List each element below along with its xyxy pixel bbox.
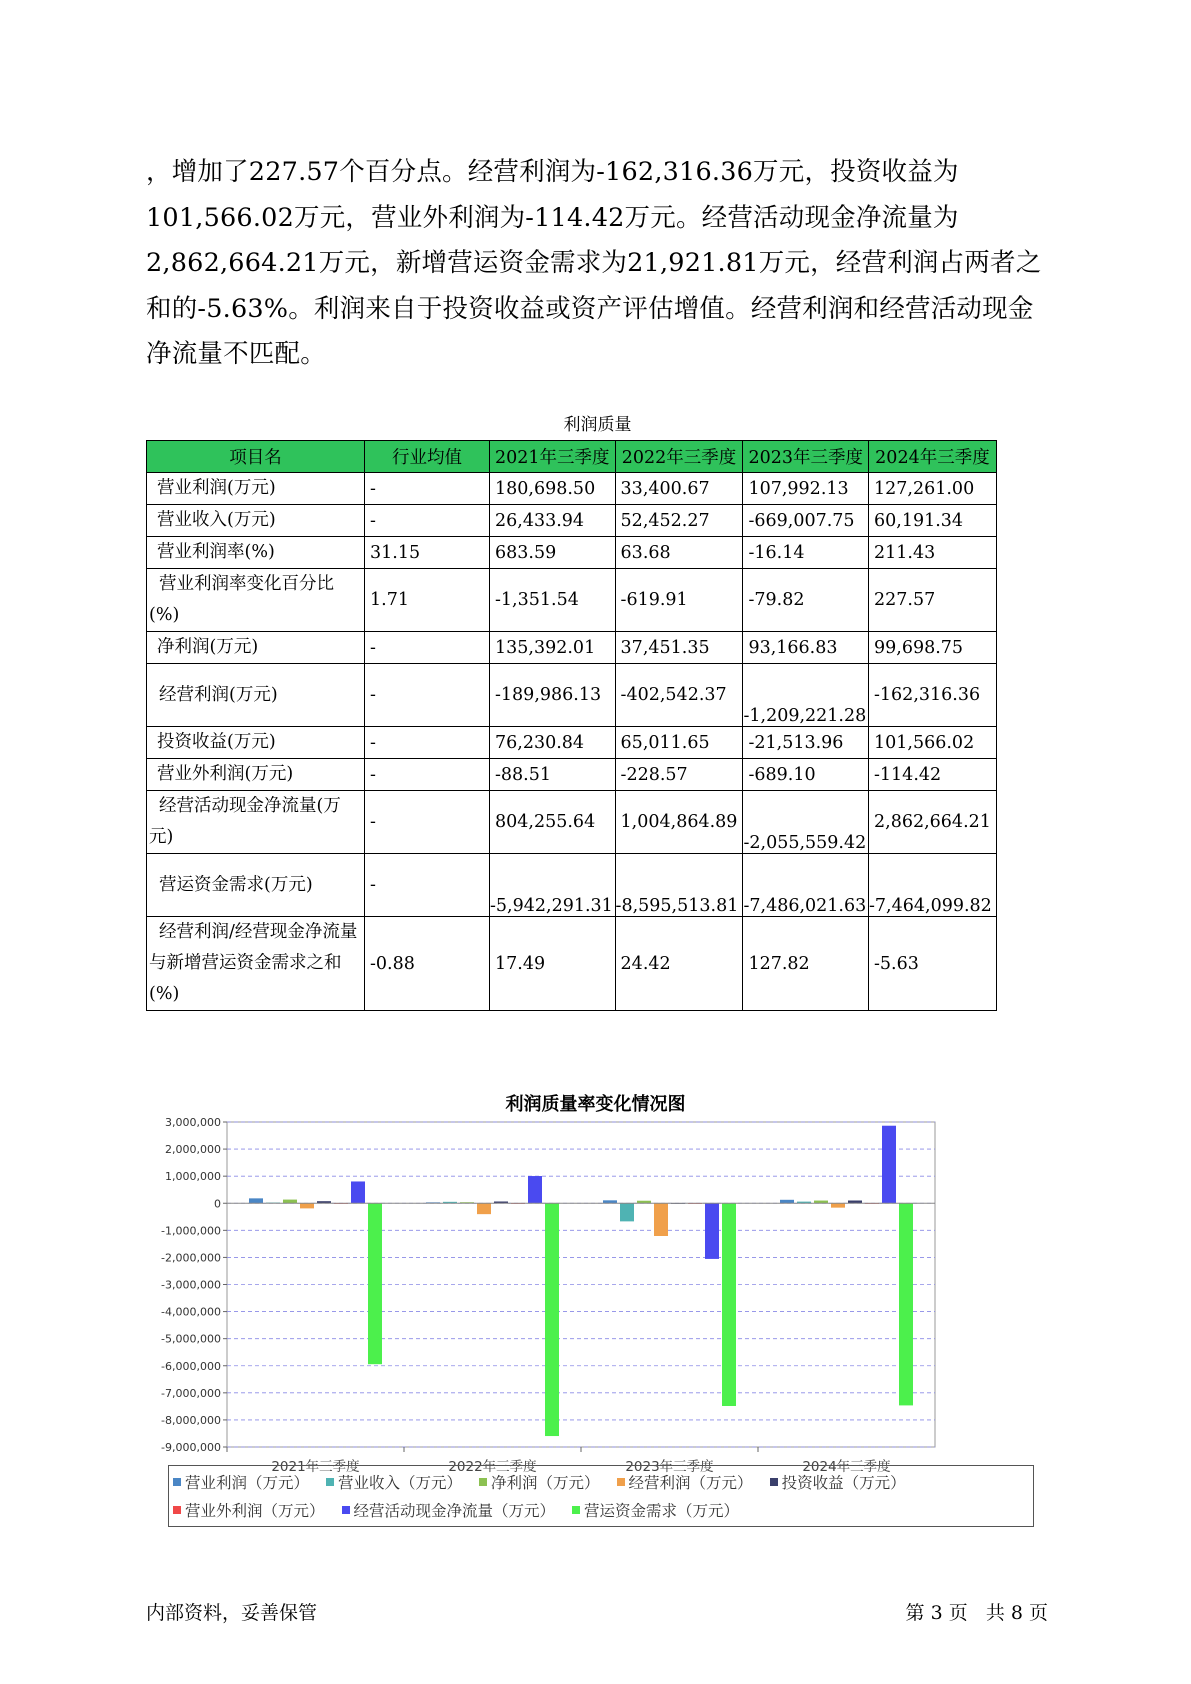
header-industry-avg: 行业均值 [365, 441, 490, 473]
row-name: 经营活动现金净流量(万元) [147, 791, 365, 854]
header-2024q3: 2024年三季度 [869, 441, 997, 473]
legend-item [326, 1471, 462, 1493]
cell: 107,992.13 [743, 473, 869, 505]
table-row [147, 854, 997, 917]
bar [722, 1203, 736, 1406]
header-2023q3: 2023年三季度 [743, 441, 869, 473]
legend-swatch [173, 1506, 181, 1514]
cell: 1,004,864.89 [615, 791, 743, 854]
cell: -162,316.36 [869, 664, 997, 727]
table-row [147, 917, 997, 1011]
y-tick-label: -6,000,000 [161, 1359, 221, 1373]
cell: 60,191.34 [869, 505, 997, 537]
header-2022q3: 2022年三季度 [615, 441, 743, 473]
header-2021q3: 2021年三季度 [490, 441, 616, 473]
chart-legend [168, 1465, 1034, 1527]
cell: -5.63 [869, 917, 997, 1011]
legend-item [770, 1471, 906, 1493]
bar [300, 1203, 314, 1208]
bar [831, 1203, 845, 1207]
legend-item [173, 1471, 309, 1493]
cell: -114.42 [869, 759, 997, 791]
table-header-row [147, 441, 997, 473]
x-tick-label: 2021年三季度 [271, 1459, 360, 1475]
table-row [147, 791, 997, 854]
row-name: 经营利润(万元) [147, 664, 365, 727]
legend-swatch [479, 1478, 487, 1486]
cell: -7,464,099.82 [869, 854, 997, 917]
legend-item [479, 1471, 600, 1493]
row-name: 营业利润(万元) [147, 473, 365, 505]
cell: -189,986.13 [490, 664, 616, 727]
cell: 211.43 [869, 537, 997, 569]
cell: -0.88 [365, 917, 490, 1011]
bar [705, 1203, 719, 1259]
cell: 93,166.83 [743, 632, 869, 664]
legend-label: 经营利润（万元） [628, 1474, 753, 1492]
y-tick-label: -4,000,000 [161, 1305, 221, 1319]
cell: 2,862,664.21 [869, 791, 997, 854]
cell: 227.57 [869, 569, 997, 632]
table-row [147, 505, 997, 537]
cell: 65,011.65 [615, 727, 743, 759]
bar [899, 1203, 913, 1405]
cell: -402,542.37 [615, 664, 743, 727]
cell: -2,055,559.42 [743, 791, 869, 854]
legend-row [173, 1471, 923, 1499]
legend-label: 营业收入（万元） [338, 1474, 463, 1492]
cell: 180,698.50 [490, 473, 616, 505]
table-row [147, 632, 997, 664]
bar [545, 1203, 559, 1436]
profit-quality-chart [160, 1116, 1030, 1475]
legend-item [617, 1471, 753, 1493]
cell: -21,513.96 [743, 727, 869, 759]
profit-quality-table [146, 440, 997, 1011]
cell: -619.91 [615, 569, 743, 632]
bar [283, 1200, 297, 1204]
x-tick-label: 2024年三季度 [802, 1459, 891, 1475]
header-item-name: 项目名 [147, 441, 365, 473]
cell: 24.42 [615, 917, 743, 1011]
cell: 26,433.94 [490, 505, 616, 537]
bar [528, 1176, 542, 1203]
bar [249, 1198, 263, 1203]
cell: 33,400.67 [615, 473, 743, 505]
cell: 683.59 [490, 537, 616, 569]
y-tick-label: -8,000,000 [161, 1413, 221, 1427]
cell: - [365, 759, 490, 791]
body-paragraph: ，增加了227.57个百分点。经营利润为-162,316.36万元，投资收益为101,566.02万元，营业外利润为-114.42万元。经营活动现金净流量为2,862,664.21万元，新增营运资金需求为21,921.81万元，经营利润占两者之和的-5.63%。利润来自于投资收益或资产评估增值。经营利润和经营活动现金净流量不匹配。 [146, 157, 1042, 369]
legend-label: 营运资金需求（万元） [584, 1502, 740, 1520]
cell: 37,451.35 [615, 632, 743, 664]
cell: -1,209,221.28 [743, 664, 869, 727]
cell: -669,007.75 [743, 505, 869, 537]
table-row [147, 759, 997, 791]
cell: - [365, 664, 490, 727]
row-name: 营业收入(万元) [147, 505, 365, 537]
cell: 99,698.75 [869, 632, 997, 664]
legend-swatch [326, 1478, 334, 1486]
legend-item [173, 1499, 325, 1521]
table-row [147, 664, 997, 727]
row-name: 净利润(万元) [147, 632, 365, 664]
legend-swatch [617, 1478, 625, 1486]
legend-label: 投资收益（万元） [781, 1474, 906, 1492]
cell: -5,942,291.31 [490, 854, 616, 917]
footer-note: 内部资料，妥善保管 [146, 1602, 318, 1624]
legend-row [173, 1499, 756, 1527]
cell: 31.15 [365, 537, 490, 569]
legend-label: 经营活动现金净流量（万元） [353, 1502, 556, 1520]
cell: 101,566.02 [869, 727, 997, 759]
cell: -7,486,021.63 [743, 854, 869, 917]
legend-label: 净利润（万元） [491, 1474, 600, 1492]
legend-item [572, 1499, 739, 1521]
table-caption: 利润质量 [563, 415, 632, 435]
cell: -88.51 [490, 759, 616, 791]
bar [654, 1203, 668, 1236]
y-tick-label: 0 [214, 1197, 221, 1211]
page-number: 第 3 页 共 8 页 [905, 1602, 1048, 1624]
cell: -16.14 [743, 537, 869, 569]
bar [620, 1203, 634, 1221]
y-tick-label: -3,000,000 [161, 1278, 221, 1292]
cell: 804,255.64 [490, 791, 616, 854]
bar [351, 1181, 365, 1203]
chart-title: 利润质量率变化情况图 [505, 1094, 686, 1115]
cell: 52,452.27 [615, 505, 743, 537]
cell: - [365, 727, 490, 759]
cell: - [365, 791, 490, 854]
cell: 127,261.00 [869, 473, 997, 505]
cell: 63.68 [615, 537, 743, 569]
y-tick-label: 3,000,000 [165, 1116, 221, 1129]
table-row [147, 537, 997, 569]
legend-swatch [173, 1478, 181, 1486]
cell: 127.82 [743, 917, 869, 1011]
y-tick-label: 2,000,000 [165, 1143, 221, 1157]
table-row [147, 569, 997, 632]
y-tick-label: -1,000,000 [161, 1224, 221, 1238]
y-tick-label: -9,000,000 [161, 1441, 221, 1454]
table-row [147, 727, 997, 759]
bar [477, 1203, 491, 1214]
cell: - [365, 854, 490, 917]
cell: 135,392.01 [490, 632, 616, 664]
row-name: 投资收益(万元) [147, 727, 365, 759]
legend-label: 营业利润（万元） [185, 1474, 310, 1492]
y-tick-label: -7,000,000 [161, 1386, 221, 1400]
cell: - [365, 632, 490, 664]
bar [780, 1200, 794, 1203]
cell: -689.10 [743, 759, 869, 791]
y-tick-label: -5,000,000 [161, 1332, 221, 1346]
legend-item [342, 1499, 556, 1521]
table-row [147, 473, 997, 505]
cell: -79.82 [743, 569, 869, 632]
cell: 17.49 [490, 917, 616, 1011]
x-tick-label: 2023年三季度 [625, 1459, 714, 1475]
row-name: 营业利润率(%) [147, 537, 365, 569]
legend-swatch [342, 1506, 350, 1514]
cell: -228.57 [615, 759, 743, 791]
bar [882, 1126, 896, 1204]
x-tick-label: 2022年三季度 [448, 1459, 537, 1475]
cell: 76,230.84 [490, 727, 616, 759]
cell: -8,595,513.81 [615, 854, 743, 917]
legend-swatch [572, 1506, 580, 1514]
cell: 1.71 [365, 569, 490, 632]
row-name: 营运资金需求(万元) [147, 854, 365, 917]
legend-label: 营业外利润（万元） [185, 1502, 325, 1520]
row-name: 经营利润/经营现金净流量与新增营运资金需求之和(%) [147, 917, 365, 1011]
row-name: 营业利润率变化百分比(%) [147, 569, 365, 632]
y-tick-label: -2,000,000 [161, 1251, 221, 1265]
legend-swatch [770, 1478, 778, 1486]
cell: - [365, 505, 490, 537]
cell: - [365, 473, 490, 505]
y-tick-label: 1,000,000 [165, 1170, 221, 1184]
cell: -1,351.54 [490, 569, 616, 632]
bar [368, 1203, 382, 1364]
row-name: 营业外利润(万元) [147, 759, 365, 791]
